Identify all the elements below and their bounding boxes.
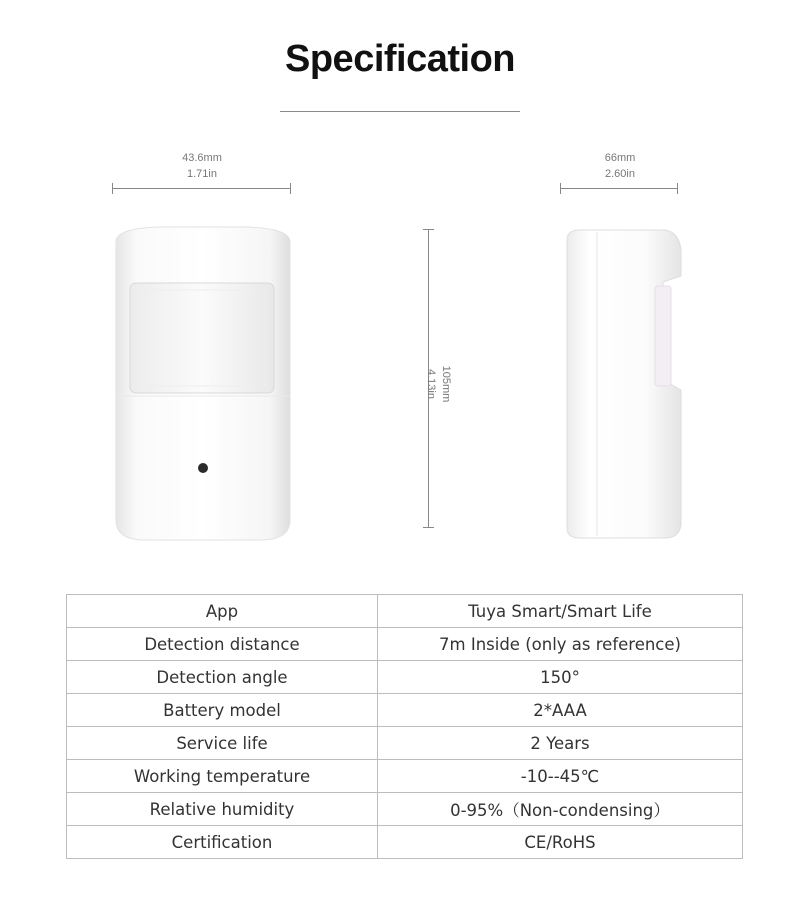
table-row	[67, 694, 743, 727]
spec-value: 0-95%（Non-condensing）	[378, 793, 743, 826]
page-title: Specification	[285, 38, 515, 80]
spec-label: Detection angle	[67, 661, 378, 694]
height-label	[423, 366, 453, 403]
side-width-cap-left	[560, 183, 561, 194]
side-width-dimension-line	[560, 188, 678, 189]
specification-table	[66, 594, 743, 859]
spec-value: CE/RoHS	[378, 826, 743, 859]
title-divider	[280, 111, 520, 112]
spec-label: Detection distance	[67, 628, 378, 661]
spec-value: 2 Years	[378, 727, 743, 760]
side-width-in: 2.60in	[605, 168, 635, 180]
spec-value: 2*AAA	[378, 694, 743, 727]
table-row	[67, 727, 743, 760]
sensor-indicator-light	[198, 463, 208, 473]
front-width-label	[152, 150, 252, 182]
table-row	[67, 661, 743, 694]
spec-label: Certification	[67, 826, 378, 859]
spec-label: Service life	[67, 727, 378, 760]
height-cap-bottom	[423, 527, 434, 528]
spec-value: 7m Inside (only as reference)	[378, 628, 743, 661]
table-row	[67, 826, 743, 859]
front-width-dimension-line	[112, 188, 291, 189]
front-width-cap-left	[112, 183, 113, 194]
spec-value: -10--45℃	[378, 760, 743, 793]
front-width-mm: 43.6mm	[182, 152, 222, 164]
sensor-side-view	[555, 220, 690, 550]
front-width-cap-right	[290, 183, 291, 194]
spec-label: Working temperature	[67, 760, 378, 793]
sensor-front-view	[100, 220, 305, 550]
spec-label: Battery model	[67, 694, 378, 727]
front-width-in: 1.71in	[187, 168, 217, 180]
side-width-mm: 66mm	[604, 152, 636, 164]
height-mm: 105mm	[440, 365, 452, 403]
table-row	[67, 595, 743, 628]
spec-label: App	[67, 595, 378, 628]
table-row	[67, 793, 743, 826]
table-row	[67, 760, 743, 793]
side-width-label	[570, 150, 670, 182]
spec-value: 150°	[378, 661, 743, 694]
height-in: 4.13in	[425, 369, 437, 399]
table-row	[67, 628, 743, 661]
spec-value: Tuya Smart/Smart Life	[378, 595, 743, 628]
height-cap-top	[423, 229, 434, 230]
side-width-cap-right	[677, 183, 678, 194]
spec-label: Relative humidity	[67, 793, 378, 826]
